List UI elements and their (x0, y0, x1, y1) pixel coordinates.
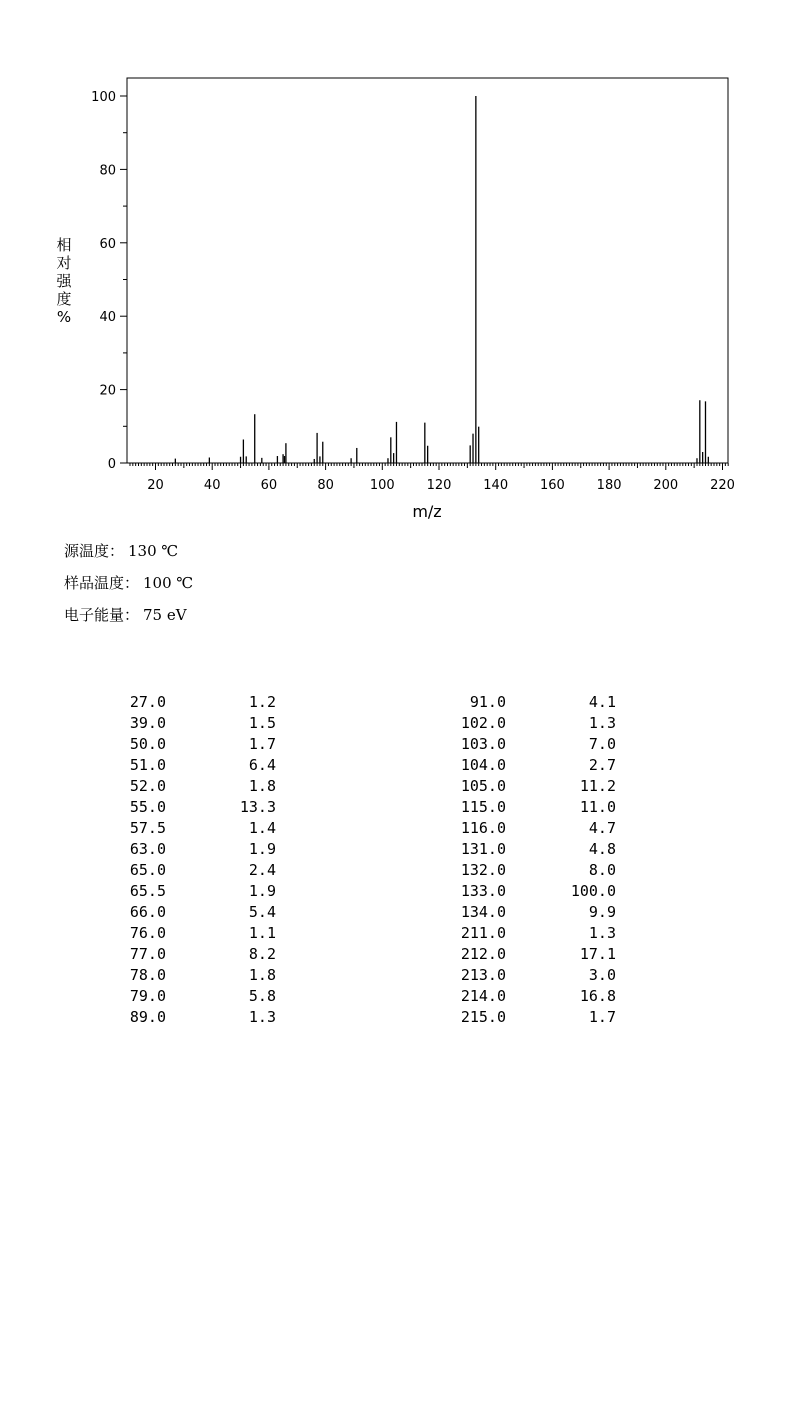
peak-row (440, 965, 616, 986)
peak-mz: 103.0 (460, 735, 506, 753)
sample-temperature-value: 100 ℃ (143, 574, 194, 592)
peak-abundance: 1.5 (248, 714, 276, 732)
peak-abundance: 4.1 (588, 693, 616, 711)
electron-energy (64, 604, 187, 625)
peak-mz: 133.0 (460, 882, 506, 900)
peak-row (100, 692, 276, 713)
peak-mz: 39.0 (129, 714, 166, 732)
peak-abundance: 1.1 (248, 924, 276, 942)
peak-mz: 65.5 (129, 882, 166, 900)
peak-mz: 50.0 (129, 735, 166, 753)
x-tick-label: 180 (596, 478, 622, 493)
peak-row (440, 1007, 616, 1028)
peak-abundance: 11.2 (579, 777, 616, 795)
peak-abundance: 9.9 (588, 903, 616, 921)
electron-energy-label: 电子能量： (64, 606, 140, 624)
peak-row (100, 797, 276, 818)
peak-row (100, 944, 276, 965)
peak-abundance: 6.4 (248, 756, 276, 774)
peak-abundance: 100.0 (570, 882, 616, 900)
y-tick-label: 40 (99, 310, 116, 326)
y-axis-label-char: 强 (56, 272, 72, 290)
peak-table-left (100, 692, 276, 1028)
peak-row (440, 755, 616, 776)
peak-abundance: 1.8 (248, 966, 276, 984)
peak-mz: 55.0 (129, 798, 166, 816)
y-axis-label-char: 对 (56, 254, 72, 272)
y-axis-label-char: 度 (56, 290, 72, 308)
peak-row (100, 818, 276, 839)
peak-abundance: 1.3 (588, 924, 616, 942)
peak-mz: 134.0 (460, 903, 506, 921)
peak-abundance: 4.7 (588, 819, 616, 837)
y-axis-label-char: % (56, 308, 72, 326)
peak-abundance: 11.0 (579, 798, 616, 816)
x-tick-label: 160 (539, 478, 565, 493)
peak-abundance: 13.3 (239, 798, 276, 816)
peak-abundance: 1.4 (248, 819, 276, 837)
y-axis-label (56, 236, 72, 326)
peak-mz: 76.0 (129, 924, 166, 942)
peak-mz: 213.0 (460, 966, 506, 984)
peak-mz: 51.0 (129, 756, 166, 774)
peak-row (100, 755, 276, 776)
peak-mz: 79.0 (129, 987, 166, 1005)
peak-abundance: 1.2 (248, 693, 276, 711)
y-tick-label: 60 (99, 236, 116, 252)
peak-abundance: 4.8 (588, 840, 616, 858)
peak-row (440, 902, 616, 923)
peak-row (100, 986, 276, 1007)
peak-row (100, 734, 276, 755)
x-axis-label: m/z (412, 502, 442, 521)
peak-row (440, 944, 616, 965)
plot-frame (127, 78, 728, 463)
peak-mz: 65.0 (129, 861, 166, 879)
x-tick-label: 120 (426, 478, 452, 493)
peak-row (440, 797, 616, 818)
x-tick-label: 100 (369, 478, 395, 493)
peak-row (440, 776, 616, 797)
spectrum-peaks (175, 96, 708, 463)
peak-row (100, 881, 276, 902)
peak-row (440, 839, 616, 860)
peak-mz: 78.0 (129, 966, 166, 984)
peak-abundance: 16.8 (579, 987, 616, 1005)
peak-mz: 66.0 (129, 903, 166, 921)
peak-row (100, 965, 276, 986)
peak-abundance: 2.7 (588, 756, 616, 774)
x-tick-label: 80 (317, 478, 334, 493)
peak-abundance: 1.3 (588, 714, 616, 732)
peak-row (440, 923, 616, 944)
x-tick-label: 140 (483, 478, 509, 493)
peak-mz: 27.0 (129, 693, 166, 711)
peak-row (440, 734, 616, 755)
peak-table-right (440, 692, 616, 1028)
peak-mz: 214.0 (460, 987, 506, 1005)
peak-mz: 104.0 (460, 756, 506, 774)
x-tick-label: 20 (147, 478, 164, 493)
peak-abundance: 5.4 (248, 903, 276, 921)
peak-row (440, 860, 616, 881)
peak-row (440, 692, 616, 713)
y-axis-label-char: 相 (56, 236, 72, 254)
peak-row (440, 713, 616, 734)
y-tick-label: 0 (107, 457, 116, 472)
peak-row (100, 902, 276, 923)
y-tick-label: 20 (99, 383, 116, 399)
peak-mz: 77.0 (129, 945, 166, 963)
x-axis (130, 463, 735, 493)
peak-mz: 102.0 (460, 714, 506, 732)
peak-mz: 63.0 (129, 840, 166, 858)
peak-row (100, 713, 276, 734)
peak-abundance: 7.0 (588, 735, 616, 753)
peak-mz: 89.0 (129, 1008, 166, 1026)
peak-mz: 132.0 (460, 861, 506, 879)
x-tick-label: 40 (203, 478, 221, 493)
peak-row (440, 986, 616, 1007)
peak-abundance: 5.8 (248, 987, 276, 1005)
sample-temperature (64, 572, 193, 593)
x-tick-label: 200 (653, 478, 679, 493)
peak-mz: 57.5 (129, 819, 166, 837)
sample-temperature-label: 样品温度： (64, 574, 140, 592)
source-temperature (64, 540, 178, 561)
peak-mz: 131.0 (460, 840, 506, 858)
peak-abundance: 1.7 (588, 1008, 616, 1026)
peak-mz: 211.0 (460, 924, 506, 942)
peak-abundance: 1.3 (248, 1008, 276, 1026)
peak-row (440, 881, 616, 902)
peak-mz: 91.0 (469, 693, 506, 711)
y-axis (91, 90, 127, 472)
source-temperature-label: 源温度： (64, 542, 125, 560)
peak-abundance: 8.2 (248, 945, 276, 963)
source-temperature-value: 130 ℃ (128, 542, 179, 560)
peak-mz: 212.0 (460, 945, 506, 963)
electron-energy-value: 75 eV (143, 606, 187, 624)
peak-row (100, 860, 276, 881)
peak-abundance: 1.9 (248, 882, 276, 900)
peak-abundance: 17.1 (579, 945, 616, 963)
peak-row (100, 923, 276, 944)
peak-row (440, 818, 616, 839)
peak-abundance: 2.4 (248, 861, 276, 879)
mass-spectrum-chart (0, 0, 794, 530)
y-tick-label: 80 (99, 163, 116, 179)
peak-row (100, 1007, 276, 1028)
peak-abundance: 8.0 (588, 861, 616, 879)
x-tick-label: 60 (260, 478, 278, 493)
x-tick-label: 220 (710, 478, 735, 493)
peak-row (100, 839, 276, 860)
peak-abundance: 3.0 (588, 966, 616, 984)
y-tick-label: 100 (91, 90, 116, 105)
peak-mz: 115.0 (460, 798, 506, 816)
peak-mz: 52.0 (129, 777, 166, 795)
peak-mz: 215.0 (460, 1008, 506, 1026)
peak-abundance: 1.7 (248, 735, 276, 753)
peak-abundance: 1.8 (248, 777, 276, 795)
peak-abundance: 1.9 (248, 840, 276, 858)
peak-mz: 105.0 (460, 777, 506, 795)
peak-row (100, 776, 276, 797)
peak-mz: 116.0 (460, 819, 506, 837)
